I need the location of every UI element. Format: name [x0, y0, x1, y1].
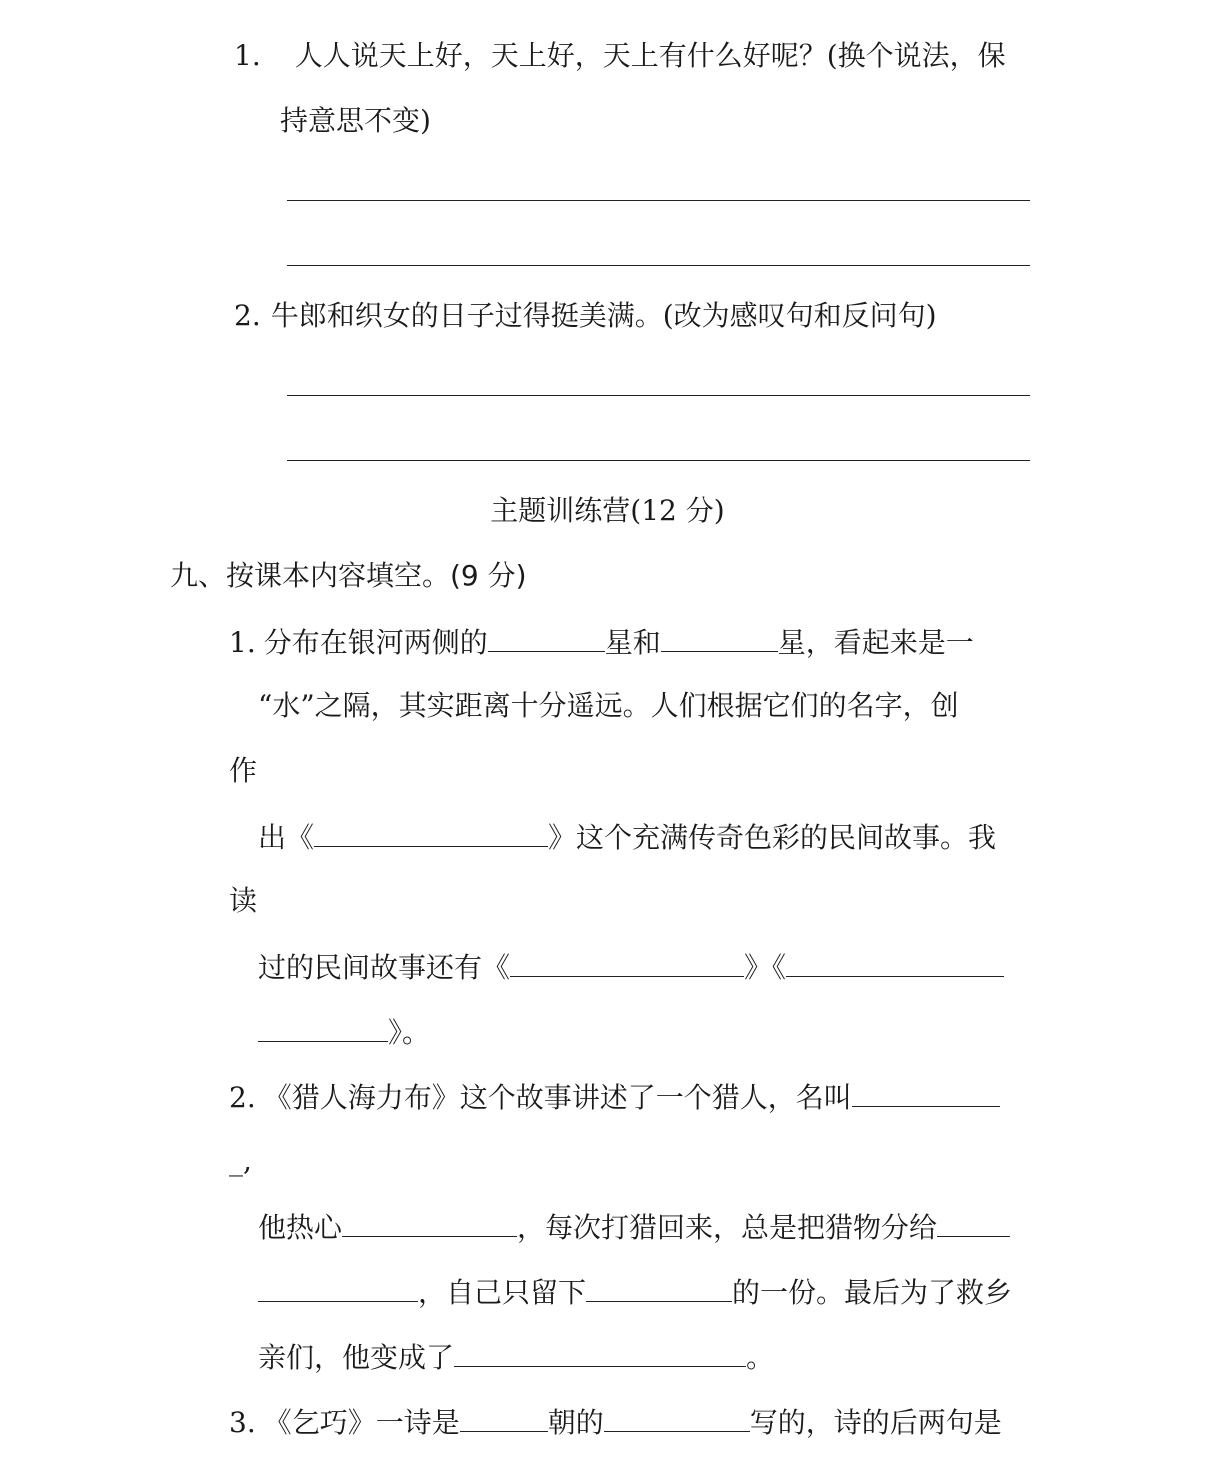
- q9-item2-text-c1: 他热心: [258, 1211, 343, 1244]
- q8-item1-text: 人人说天上好，天上好，天上有什么好呢？(换个说法，保: [294, 39, 1006, 72]
- q9-item2-number: 2.: [229, 1081, 256, 1114]
- q8-item2-line: [234, 296, 937, 336]
- q9-item1-line6: [258, 946, 1004, 988]
- q8-item2-text: 牛郎和织女的日子过得挺美满。(改为感叹句和反问句): [270, 299, 937, 332]
- q9-item3-line1: [229, 1401, 1002, 1443]
- q9-item1-line5: [229, 881, 257, 921]
- fill-blank-poet[interactable]: [604, 1401, 750, 1432]
- q9-item1-text-b: “水”之隔，其实距离十分遥远。人们根据它们的名字，创: [258, 689, 959, 722]
- fill-blank-helpful[interactable]: [342, 1206, 517, 1237]
- fill-blank-star-1[interactable]: [488, 621, 605, 652]
- q8-item2-answer-line-2[interactable]: [287, 460, 1030, 461]
- q9-item1-text-g: 》。: [388, 1016, 431, 1049]
- q8-item1-text-cont: 持意思不变): [280, 104, 431, 137]
- q9-item1-text-f2: 》《: [744, 951, 787, 984]
- fill-blank-became[interactable]: [454, 1336, 746, 1367]
- q8-item2-number: 2.: [234, 299, 261, 332]
- q9-heading-text: 九、按课本内容填空。(9 分): [170, 559, 527, 592]
- q9-item1-text-c: 作: [229, 754, 258, 787]
- q9-item2-line2: [229, 1141, 252, 1181]
- q9-item2-line4: [258, 1271, 1012, 1313]
- q9-item3-number: 3.: [229, 1406, 256, 1439]
- fill-blank-share-with-b[interactable]: [258, 1271, 418, 1302]
- q8-item2-answer-line-1[interactable]: [287, 395, 1030, 396]
- q9-item1-text-a2: 星和: [604, 626, 661, 659]
- fill-blank-star-2[interactable]: [661, 621, 778, 652]
- q9-item1-number: 1.: [229, 626, 256, 659]
- fill-blank-share-with-a[interactable]: [937, 1206, 1010, 1237]
- q9-item3-text-a1: 《乞巧》一诗是: [263, 1406, 460, 1439]
- q9-item2-text-b: _,: [229, 1144, 252, 1177]
- q9-item2-line3: [258, 1206, 1010, 1248]
- fill-blank-story-title[interactable]: [314, 816, 548, 847]
- q9-item2-text-d1: ，自己只留下: [418, 1276, 587, 1309]
- q9-item1-text-f1: 过的民间故事还有《: [258, 951, 511, 984]
- fill-blank-dynasty[interactable]: [460, 1401, 548, 1432]
- fill-blank-other-story-2a[interactable]: [786, 946, 1004, 977]
- q9-item2-text-e2: 。: [746, 1341, 775, 1374]
- q9-item3-text-a3: 写的，诗的后两句是: [749, 1406, 1002, 1439]
- q9-item1-line7: [258, 1011, 430, 1053]
- fill-blank-other-story-2b[interactable]: [258, 1011, 388, 1042]
- q9-item1-text-a3: 星，看起来是一: [777, 626, 974, 659]
- q9-item2-line5: [258, 1336, 774, 1378]
- section-title: 主题训练营(12 分): [490, 494, 725, 527]
- q9-item1-line3: [229, 751, 257, 791]
- q9-item2-text-c2: ，每次打猎回来，总是把猎物分给: [517, 1211, 938, 1244]
- q9-item3-text-a2: 朝的: [547, 1406, 604, 1439]
- q9-item1-text-d2: 》这个充满传奇色彩的民间故事。我: [548, 821, 997, 854]
- q9-item2-text-e1: 亲们，他变成了: [258, 1341, 455, 1374]
- q8-item1-answer-line-2[interactable]: [287, 265, 1030, 266]
- q9-item1-text-d1: 出《: [258, 821, 315, 854]
- q9-item1-line2: [258, 686, 959, 726]
- q9-item1-line1: [229, 621, 974, 663]
- fill-blank-hunter-name[interactable]: [852, 1076, 1000, 1107]
- fill-blank-other-story-1[interactable]: [510, 946, 744, 977]
- q8-item1-answer-line-1[interactable]: [287, 200, 1030, 201]
- q9-item1-text-e: 读: [229, 884, 258, 917]
- q8-item1-line2: [280, 101, 431, 141]
- q9-item1-text-a1: 分布在银河两侧的: [263, 626, 488, 659]
- q9-heading: [170, 556, 527, 596]
- q8-item1-line1: [234, 36, 1006, 76]
- q9-item2-line1: [229, 1076, 1000, 1118]
- fill-blank-keep-share[interactable]: [586, 1271, 732, 1302]
- q8-item1-number: 1.: [234, 39, 261, 72]
- q9-item2-text-d2: 的一份。最后为了救乡: [732, 1276, 1013, 1309]
- q9-item2-text-a: 《猎人海力布》这个故事讲述了一个猎人，名叫: [263, 1081, 852, 1114]
- q9-item1-line4: [258, 816, 996, 858]
